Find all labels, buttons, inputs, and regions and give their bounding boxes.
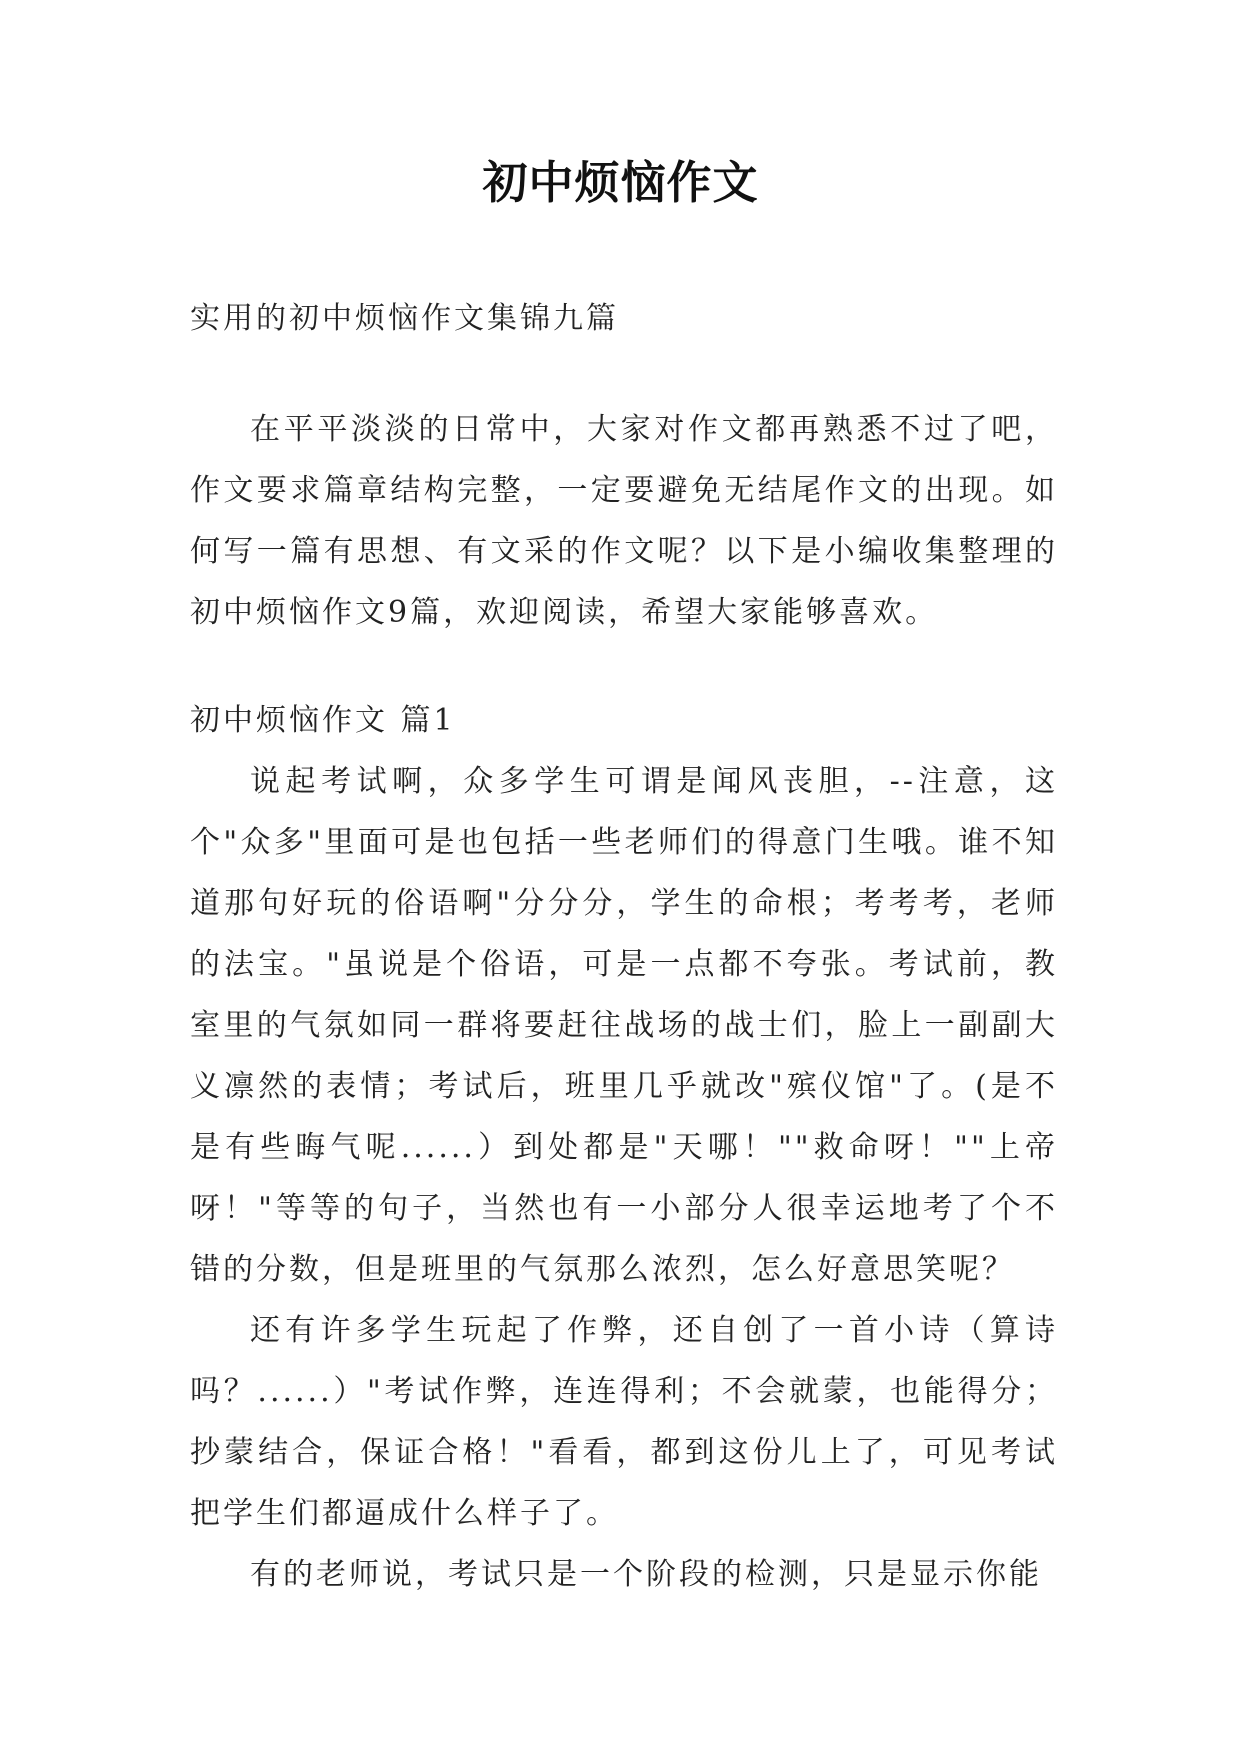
body-paragraph: 还有许多学生玩起了作弊，还自创了一首小诗（算诗吗？......）"考试作弊，连连得利；不会就蒙，也能得分；抄蒙结合，保证合格！"看看，都到这份儿上了，可见考试把学生们都逼成什么样子了。 <box>190 1313 1058 1531</box>
essay-section <box>190 690 1058 1605</box>
intro-section <box>190 399 1058 643</box>
intro-paragraph: 在平平淡淡的日常中，大家对作文都再熟悉不过了吧，作文要求篇章结构完整，一定要避免无结尾作文的出现。如何写一篇有思想、有文采的作文呢？以下是小编收集整理的初中烦恼作文9篇，欢迎阅读，希望大家能够喜欢。 <box>190 412 1058 630</box>
body-paragraph: 有的老师说，考试只是一个阶段的检测，只是显示你能 <box>250 1557 1042 1592</box>
section-heading: 初中烦恼作文 篇1 <box>190 703 456 738</box>
document-title: 初中烦恼作文 <box>482 156 759 209</box>
body-paragraph: 说起考试啊，众多学生可谓是闻风丧胆，--注意，这个"众多"里面可是也包括一些老师们的得意门生哦。谁不知道那句好玩的俗语啊"分分分，学生的命根；考考考，老师的法宝。"虽说是个俗语，可是一点都不夸张。考试前，教室里的气氛如同一群将要赶往战场的战士们，脸上一副副大义凛然的表情；考试后，班里几乎就改"殡仪馆"了。(是不是有些晦气呢......）到处都是"天哪！""救命呀！""上帝呀！"等等的句子，当然也有一小部分人很幸运地考了个不错的分数，但是班里的气氛那么浓烈，怎么好意思笑呢？ <box>190 764 1058 1287</box>
document-subtitle: 实用的初中烦恼作文集锦九篇 <box>190 301 619 336</box>
